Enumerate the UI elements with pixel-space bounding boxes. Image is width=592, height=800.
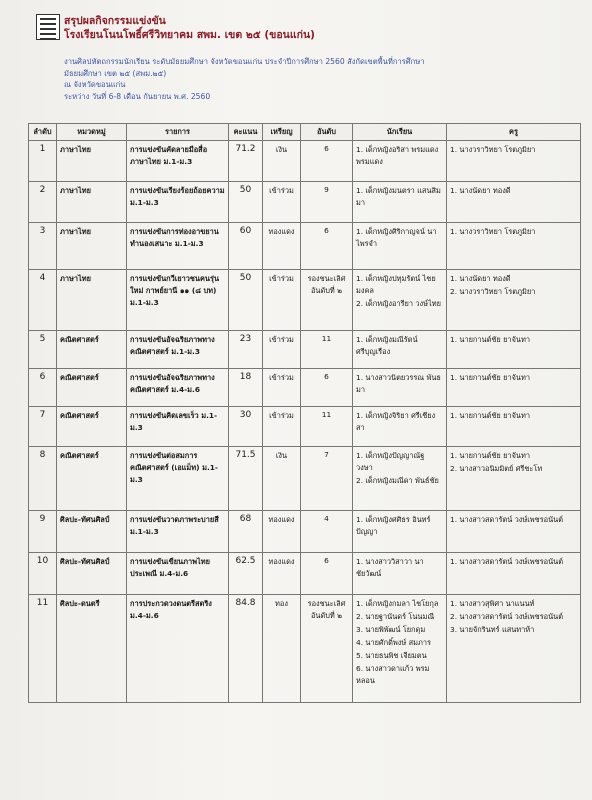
row-item: การแข่งขันการท่องอาขยานทำนองเสนาะ ม.1-ม.3: [127, 223, 229, 270]
table-row: [29, 331, 581, 369]
row-students: [353, 223, 447, 270]
teacher-name: 1. นางนัดยา ทองดี: [450, 186, 511, 195]
student-name: 6. นางสาวดาแก้ว พรมหลอน: [356, 664, 430, 685]
row-teachers: [447, 595, 581, 703]
student-name: 2. เด็กหญิงอารียา วงษ์ไทย: [356, 299, 441, 308]
table-row: [29, 553, 581, 595]
row-group: คณิตศาสตร์: [57, 447, 127, 511]
teacher-name: 1. นายกานต์ชัย ยาจันทา: [450, 451, 530, 460]
row-group: ภาษาไทย: [57, 270, 127, 331]
row-item: การแข่งขันเรียงร้อยถ้อยความ ม.1-ม.3: [127, 182, 229, 223]
row-students: [353, 511, 447, 553]
row-item: การประกวดวงดนตรีสตริง ม.4-ม.6: [127, 595, 229, 703]
row-rank: 11: [301, 331, 353, 369]
table-row: [29, 223, 581, 270]
header-score: คะแนน: [229, 124, 263, 141]
row-teachers: [447, 407, 581, 447]
row-teachers: [447, 223, 581, 270]
row-students: [353, 182, 447, 223]
teacher-name: 2. นางวราวิทยา โรตภูมิยา: [450, 287, 536, 296]
row-group: ภาษาไทย: [57, 141, 127, 182]
teacher-name: 3. นายจักรินทร์ แสนทาห้า: [450, 625, 535, 634]
row-medal: ทองแดง: [263, 511, 301, 553]
row-rank: 6: [301, 369, 353, 407]
title-line-1: สรุปผลกิจกรรมแข่งขัน: [64, 15, 166, 27]
row-group: ศิลปะ-ดนตรี: [57, 595, 127, 703]
row-medal: เงิน: [263, 141, 301, 182]
table-header-row: [29, 124, 581, 141]
row-number: 5: [29, 331, 57, 369]
row-item: การแข่งขันคัดลายมือสื่อภาษาไทย ม.1-ม.3: [127, 141, 229, 182]
teacher-name: 1. นางวราวิทยา โรตภูมิยา: [450, 145, 536, 154]
row-students: [353, 331, 447, 369]
teacher-name: 2. นางสาวอนิมมิตย์ ศรีชะโท: [450, 464, 543, 473]
row-teachers: [447, 447, 581, 511]
row-teachers: [447, 141, 581, 182]
row-teachers: [447, 182, 581, 223]
header-item: รายการ: [127, 124, 229, 141]
student-name: 3. นายพิพัฒน์ โยกดุม: [356, 625, 426, 634]
intro-line-4: ระหว่าง วันที่ 6-8 เดือน กันยายน พ.ศ. 2560: [64, 91, 211, 101]
teacher-name: 1. นางสาวสดารัตน์ วงษ์เพชรอนันต์: [450, 557, 564, 566]
row-rank: รองชนะเลิศ อันดับที่ ๒: [301, 595, 353, 703]
row-score: 60: [229, 223, 263, 270]
header-no: ลำดับ: [29, 124, 57, 141]
row-number: 1: [29, 141, 57, 182]
row-number: 3: [29, 223, 57, 270]
student-name: 4. นายศักดิ์พงษ์ สมภาร: [356, 638, 431, 647]
row-group: ภาษาไทย: [57, 223, 127, 270]
row-score: 50: [229, 182, 263, 223]
row-number: 9: [29, 511, 57, 553]
row-students: [353, 270, 447, 331]
header-group: หมวดหมู่: [57, 124, 127, 141]
row-medal: เข้าร่วม: [263, 182, 301, 223]
row-item: การแข่งขันเขียนภาพไทยประเพณี ม.4-ม.6: [127, 553, 229, 595]
row-group: ศิลปะ-ทัศนศิลป์: [57, 553, 127, 595]
row-medal: เงิน: [263, 447, 301, 511]
row-students: [353, 369, 447, 407]
row-rank: 6: [301, 141, 353, 182]
student-name: 1. เด็กหญิงศิริกาญจน์ นาไพรจำ: [356, 227, 437, 248]
teacher-name: 1. นางสาวสุพิศา นาแนนท์: [450, 599, 535, 608]
table-row: [29, 447, 581, 511]
table-row: [29, 141, 581, 182]
row-item: การแข่งขันวาดภาพระบายสี ม.1-ม.3: [127, 511, 229, 553]
table-row: [29, 511, 581, 553]
row-medal: ทองแดง: [263, 223, 301, 270]
row-item: การแข่งขันต่อสมการคณิตศาสตร์ (เอแม็ท) ม.1-ม.3: [127, 447, 229, 511]
header-students: นักเรียน: [353, 124, 447, 141]
row-score: 71.2: [229, 141, 263, 182]
row-score: 18: [229, 369, 263, 407]
row-medal: เข้าร่วม: [263, 369, 301, 407]
row-item: การแข่งขันอัจฉริยภาพทางคณิตศาสตร์ ม.4-ม.6: [127, 369, 229, 407]
row-teachers: [447, 270, 581, 331]
row-group: ศิลปะ-ทัศนศิลป์: [57, 511, 127, 553]
row-score: 50: [229, 270, 263, 331]
row-rank: รองชนะเลิศ อันดับที่ ๒: [301, 270, 353, 331]
student-name: 1. เด็กหญิงปัญญาณัฐ วงษา: [356, 451, 425, 472]
row-number: 11: [29, 595, 57, 703]
row-students: [353, 141, 447, 182]
row-students: [353, 447, 447, 511]
row-number: 6: [29, 369, 57, 407]
teacher-name: 1. นางวราวิทยา โรตภูมิยา: [450, 227, 536, 236]
student-name: 2. เด็กหญิงมณีดา พันธ์ชัย: [356, 476, 439, 485]
intro-line-2: มัธยมศึกษา เขต ๒๕ (สพม.๒๕): [64, 68, 167, 78]
student-name: 1. เด็กหญิงจิริยา ศรีเชียงสา: [356, 411, 436, 432]
row-medal: ทอง: [263, 595, 301, 703]
intro-line-3: ณ จังหวัดขอนแก่น: [64, 80, 126, 89]
row-score: 71.5: [229, 447, 263, 511]
row-rank: 4: [301, 511, 353, 553]
student-name: 1. นางสาวนิตยวรรณ พันธมา: [356, 373, 441, 394]
student-name: 1. นางสาววิสาวา นาชัยวัฒน์: [356, 557, 424, 578]
row-students: [353, 553, 447, 595]
row-group: คณิตศาสตร์: [57, 331, 127, 369]
header-rank: อันดับ: [301, 124, 353, 141]
row-score: 68: [229, 511, 263, 553]
table-row: [29, 595, 581, 703]
school-logo-icon: [36, 14, 60, 40]
student-name: 5. นายธนพิช เจียมตน: [356, 651, 427, 660]
row-teachers: [447, 331, 581, 369]
row-item: การแข่งขันกวีเยาวชนคนรุ่นใหม่ กาพย์ยานี ๑๑ (๘ บท) ม.1-ม.3: [127, 270, 229, 331]
row-rank: 9: [301, 182, 353, 223]
row-teachers: [447, 553, 581, 595]
intro-line-1: งานศิลปหัตถกรรมนักเรียน ระดับมัธยมศึกษา จังหวัดขอนแก่น ประจำปีการศึกษา 2560 สังกัดเขตพื้นที่การศึกษา: [64, 57, 425, 66]
teacher-name: 2. นางสาวสดารัตน์ วงษ์เพชรอนันต์: [450, 612, 564, 621]
row-rank: 11: [301, 407, 353, 447]
title-line-2: โรงเรียนโนนโพธิ์ศรีวิทยาคม สพม. เขต ๒๕ (ขอนแก่น): [64, 29, 315, 41]
header-teachers: ครู: [447, 124, 581, 141]
row-rank: 7: [301, 447, 353, 511]
teacher-name: 1. นางนัดยา ทองดี: [450, 274, 511, 283]
header-medal: เหรียญ: [263, 124, 301, 141]
student-name: 2. นายฐานันดร์ โนนมณี: [356, 612, 435, 621]
row-rank: 6: [301, 223, 353, 270]
student-name: 1. เด็กหญิงมนตรา แสนสิมมา: [356, 186, 441, 207]
row-rank: 6: [301, 553, 353, 595]
row-item: การแข่งขันอัจฉริยภาพทางคณิตศาสตร์ ม.1-ม.3: [127, 331, 229, 369]
row-number: 7: [29, 407, 57, 447]
row-item: การแข่งขันคิดเลขเร็ว ม.1-ม.3: [127, 407, 229, 447]
row-score: 30: [229, 407, 263, 447]
student-name: 1. เด็กหญิงศศิธร อินทร์ปัญญา: [356, 515, 431, 536]
table-row: [29, 407, 581, 447]
teacher-name: 1. นายกานต์ชัย ยาจันทา: [450, 411, 530, 420]
table-row: [29, 369, 581, 407]
row-teachers: [447, 369, 581, 407]
table-row: [29, 182, 581, 223]
row-score: 62.5: [229, 553, 263, 595]
row-medal: เข้าร่วม: [263, 270, 301, 331]
row-group: ภาษาไทย: [57, 182, 127, 223]
results-table: [28, 123, 581, 703]
row-medal: ทองแดง: [263, 553, 301, 595]
teacher-name: 1. นางสาวสดารัตน์ วงษ์เพชรอนันต์: [450, 515, 564, 524]
row-group: คณิตศาสตร์: [57, 369, 127, 407]
table-row: [29, 270, 581, 331]
row-number: 8: [29, 447, 57, 511]
row-group: คณิตศาสตร์: [57, 407, 127, 447]
row-teachers: [447, 511, 581, 553]
document-title: [64, 14, 315, 42]
teacher-name: 1. นายกานต์ชัย ยาจันทา: [450, 335, 530, 344]
intro-text: [64, 56, 524, 102]
row-students: [353, 595, 447, 703]
row-score: 84.8: [229, 595, 263, 703]
row-students: [353, 407, 447, 447]
row-number: 4: [29, 270, 57, 331]
row-score: 23: [229, 331, 263, 369]
teacher-name: 1. นายกานต์ชัย ยาจันทา: [450, 373, 530, 382]
row-number: 10: [29, 553, 57, 595]
student-name: 1. เด็กหญิงปทุมรัตน์ ไชยมงคล: [356, 274, 436, 295]
student-name: 1. เด็กหญิงมณีรัตน์ ศรีบุญเรือง: [356, 335, 418, 356]
row-medal: เข้าร่วม: [263, 331, 301, 369]
student-name: 1. เด็กหญิงอริสา พรมแดง พรมแดง: [356, 145, 439, 166]
student-name: 1. เด็กหญิงกมลา ไชโยกุล: [356, 599, 439, 608]
row-medal: เข้าร่วม: [263, 407, 301, 447]
row-number: 2: [29, 182, 57, 223]
